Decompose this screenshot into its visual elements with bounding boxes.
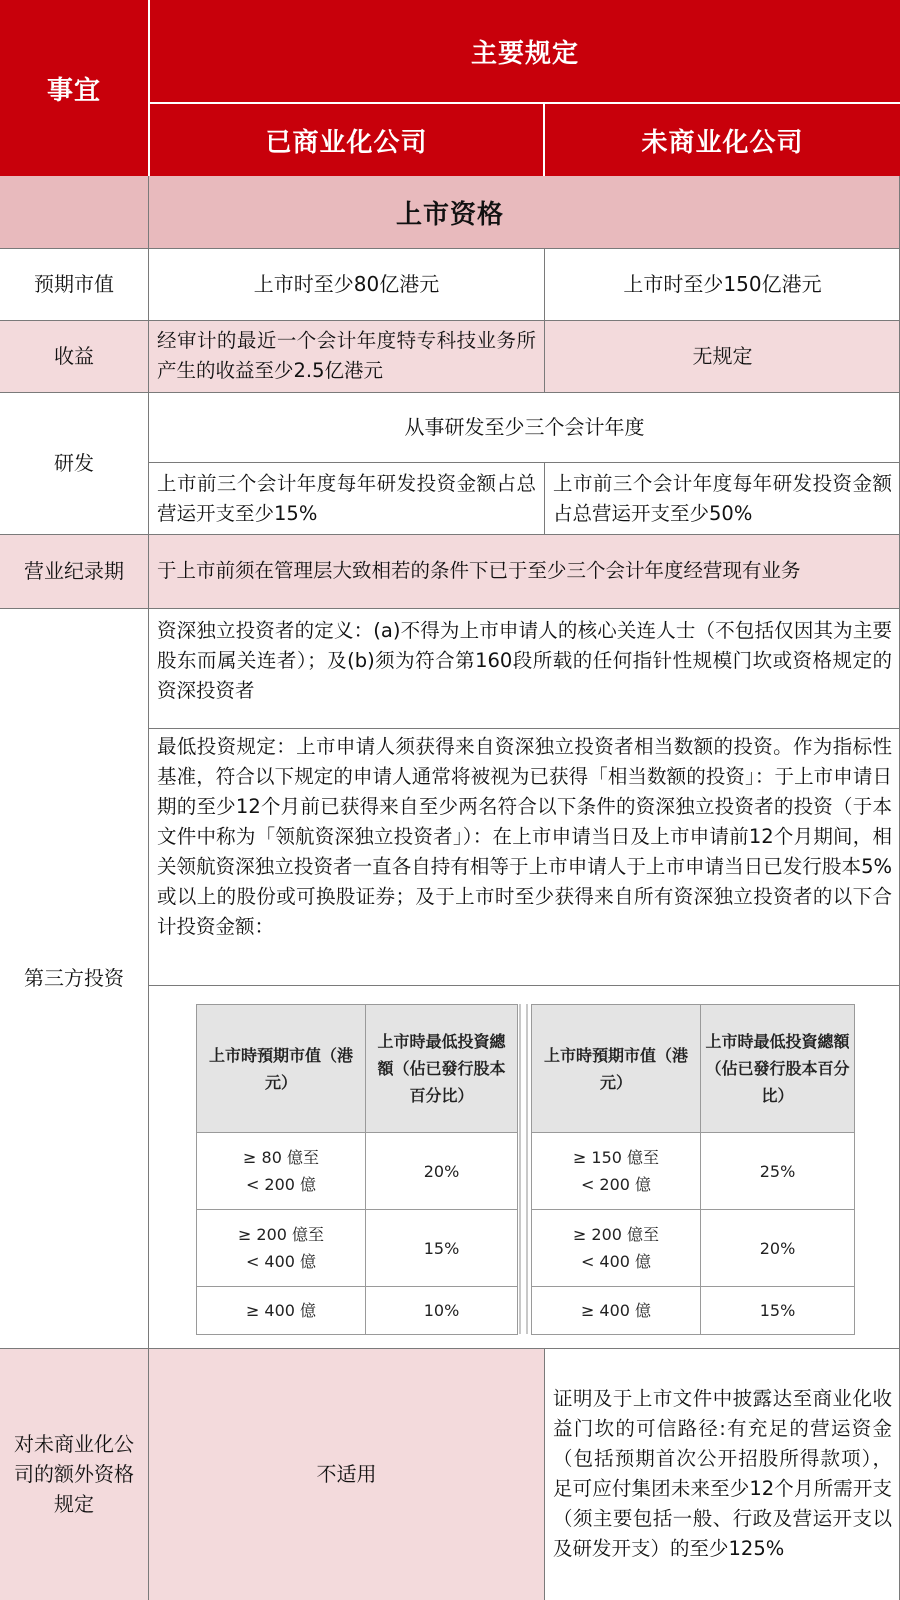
header-matter <box>0 0 148 176</box>
header-matter-label: 事宜 <box>46 75 101 106</box>
track-record-label <box>0 534 148 608</box>
market-cap-label <box>0 248 148 320</box>
right-row3-range: ≥ 400 億 <box>532 1287 701 1335</box>
right-col2-header: 上市時最低投資總額（佔已發行股本百分比） <box>701 1005 855 1133</box>
left-col1-header: 上市時預期市值（港元） <box>197 1005 366 1133</box>
third-party-label <box>0 608 148 1348</box>
right-row1-range: ≥ 150 億至 < 200 億 <box>532 1133 701 1210</box>
right-col1-header: 上市時預期市值（港元） <box>532 1005 701 1133</box>
extra-label-text: 对未商业化公司的额外资格规定 <box>14 1432 134 1516</box>
third-party-minimum <box>149 729 900 985</box>
market-cap-label-text: 预期市值 <box>34 272 114 296</box>
revenue-non-commercial <box>545 320 900 392</box>
header-main-rules-label: 主要规定 <box>470 38 579 69</box>
left-row3-range: ≥ 400 億 <box>197 1287 366 1335</box>
revenue-commercial-text: 经审计的最近一个会计年度特专科技业务所产生的收益至少2.5亿港元 <box>157 329 536 382</box>
rnd-shared-text: 从事研发至少三个会计年度 <box>404 415 645 439</box>
investment-table-right <box>531 1004 855 1335</box>
header-non-commercial-label: 未商业化公司 <box>641 127 804 158</box>
rnd-commercial <box>149 463 544 534</box>
extra-commercial-text: 不适用 <box>316 1462 377 1486</box>
header-commercial <box>150 104 543 176</box>
right-row1-pct: 25% <box>701 1133 855 1210</box>
market-cap-commercial-text: 上市时至少80亿港元 <box>253 272 440 296</box>
header-commercial-label: 已商业化公司 <box>265 127 428 158</box>
revenue-commercial <box>149 320 544 392</box>
investment-tables <box>149 986 900 1348</box>
header-non-commercial <box>545 104 900 176</box>
right-row3-pct: 15% <box>701 1287 855 1335</box>
left-row3-pct: 10% <box>366 1287 518 1335</box>
right-row2-range: ≥ 200 億至 < 400 億 <box>532 1210 701 1287</box>
extra-commercial <box>149 1348 544 1600</box>
left-row1-pct: 20% <box>366 1133 518 1210</box>
track-record-label-text: 营业纪录期 <box>24 559 124 583</box>
market-cap-non-commercial-text: 上市时至少150亿港元 <box>623 272 822 296</box>
rnd-shared <box>149 392 900 462</box>
extra-non-commercial-text: 证明及于上市文件中披露达至商业化收益门坎的可信路径:有充足的营运资金（包括预期首次公开招股所得款项），足可应付集团未来至少12个月所需开支（须主要包括一般、行政及营运开支以及研发开支）的至少125% <box>553 1387 892 1560</box>
table-row <box>197 1210 518 1287</box>
revenue-label <box>0 320 148 392</box>
rnd-label-text: 研发 <box>54 451 94 475</box>
table-row <box>197 1133 518 1210</box>
third-party-label-text: 第三方投资 <box>24 966 124 990</box>
left-row2-range: ≥ 200 億至 < 400 億 <box>197 1210 366 1287</box>
table-row <box>532 1210 855 1287</box>
revenue-label-text: 收益 <box>54 344 94 368</box>
third-party-minimum-text: 最低投资规定：上市申请人须获得来自资深独立投资者相当数额的投资。作为指标性基准，符合以下规定的申请人通常将被视为已获得「相当数额的投资」：于上市申请日期的至少12个月前已获得来自至少两名符合以下条件的资深独立投资者的投资（于本文件中称为「领航资深独立投资者」）：在上市申请当日及上市申请前12个月期间，相关领航资深独立投资者一直各自持有相等于上市申请人于上市申请当日已发行股本5%或以上的股份或可换股证券；及于上市时至少获得来自所有资深独立投资者的以下合计投资金额： <box>157 735 892 938</box>
left-col2-header: 上市時最低投資總額（佔已發行股本百分比） <box>366 1005 518 1133</box>
rnd-non-commercial-text: 上市前三个会计年度每年研发投资金额占总营运开支至少50% <box>553 471 892 525</box>
rnd-commercial-text: 上市前三个会计年度每年研发投资金额占总营运开支至少15% <box>157 471 536 525</box>
section-title-label: 上市资格 <box>395 199 504 230</box>
rnd-non-commercial <box>545 463 900 534</box>
extra-non-commercial <box>545 1348 900 1600</box>
header-main-rules <box>150 0 900 102</box>
track-record-text-content: 于上市前须在管理层大致相若的条件下已于至少三个会计年度经营现有业务 <box>157 559 801 582</box>
extra-label <box>0 1348 148 1600</box>
market-cap-non-commercial <box>545 248 900 320</box>
market-cap-commercial <box>149 248 544 320</box>
section-title <box>0 176 900 248</box>
track-record-text <box>149 534 900 608</box>
left-row1-range: ≥ 80 億至 < 200 億 <box>197 1133 366 1210</box>
investment-table-left <box>196 1004 518 1335</box>
table-row <box>532 1287 855 1335</box>
table-row <box>197 1287 518 1335</box>
right-row2-pct: 20% <box>701 1210 855 1287</box>
third-party-definition-text: 资深独立投资者的定义：(a)不得为上市申请人的核心关连人士（不包括仅因其为主要股东而属关连者）；及(b)须为符合第160段所载的任何指针性规模门坎或资格规定的资深投资者 <box>157 619 892 702</box>
rnd-label <box>0 392 148 534</box>
revenue-non-commercial-text: 无规定 <box>692 344 753 368</box>
table-row <box>532 1133 855 1210</box>
third-party-definition <box>149 612 900 728</box>
left-row2-pct: 15% <box>366 1210 518 1287</box>
